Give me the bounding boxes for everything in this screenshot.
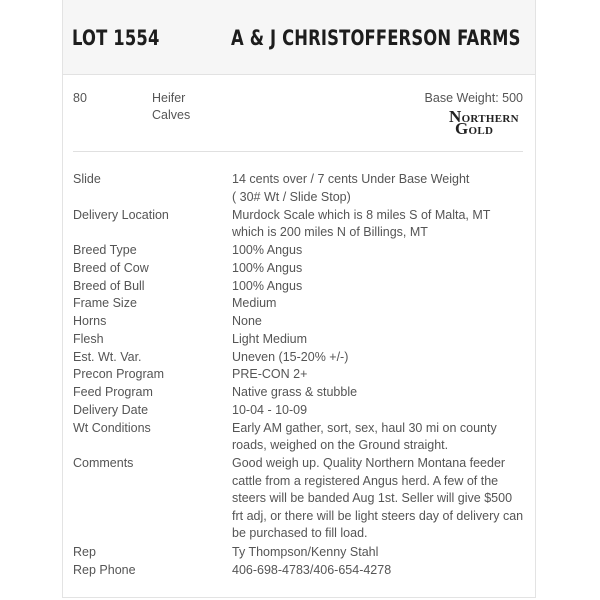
detail-label: Delivery Location: [73, 207, 169, 222]
detail-label: Horns: [73, 314, 107, 328]
detail-value-line: Early AM gather, sort, sex, haul 30 mi on county: [232, 420, 497, 435]
detail-value: [232, 313, 532, 331]
head-count: 80: [73, 91, 87, 105]
cattle-type-line2: Calves: [152, 108, 191, 122]
detail-label: Comments: [73, 456, 134, 470]
detail-value-line: 100% Angus: [232, 278, 303, 293]
detail-value: [232, 242, 532, 260]
detail-value-line: Ty Thompson/Kenny Stahl: [232, 544, 379, 559]
detail-value-line: None: [232, 314, 262, 328]
detail-value: [232, 171, 532, 206]
detail-label: Breed of Bull: [73, 278, 145, 293]
detail-value-line: Native grass & stubble: [232, 385, 358, 399]
detail-value-line: PRE-CON 2+: [232, 367, 308, 382]
detail-value: [232, 544, 532, 562]
detail-value: [232, 295, 532, 313]
cattle-type-line1: Heifer: [152, 91, 186, 105]
detail-value-line: which is 200 miles N of Billings, MT: [232, 225, 428, 239]
detail-label: Delivery Date: [73, 402, 149, 417]
detail-label: Frame Size: [73, 296, 137, 311]
detail-value: [232, 278, 532, 296]
detail-value-line: roads, weighed on the Ground straight.: [232, 438, 449, 452]
detail-value: [232, 562, 532, 580]
lot-number: LOT 1554: [72, 26, 160, 50]
detail-label: Wt Conditions: [73, 420, 151, 435]
detail-label: Flesh: [73, 331, 104, 346]
detail-value: [232, 207, 532, 242]
detail-label: Breed of Cow: [73, 260, 149, 275]
detail-value-line: 10-04 - 10-09: [232, 402, 308, 417]
detail-value-line: be purchased to fill load.: [232, 526, 368, 540]
detail-value-line: Murdock Scale which is 8 miles S of Malta, MT: [232, 207, 491, 222]
detail-value: [232, 331, 532, 349]
lot-summary: [73, 75, 523, 152]
detail-value: [232, 455, 532, 543]
detail-value: [232, 402, 532, 420]
detail-value-line: 406-698-4783/406-654-4278: [232, 562, 392, 577]
farm-name: A & J CHRISTOFFERSON FARMS: [231, 26, 521, 50]
detail-value: [232, 349, 532, 367]
northern-gold-logo: NORTHERN GOLD: [449, 107, 519, 138]
detail-value-line: 100% Angus: [232, 243, 303, 257]
detail-value: [232, 420, 532, 455]
detail-value-line: ( 30# Wt / Slide Stop): [232, 189, 351, 204]
detail-label: Rep: [73, 544, 96, 559]
detail-value-line: frt adj, or there will be light steers day of delivery can: [232, 508, 524, 523]
detail-value-line: cattle from a registered Angus herd. A few of the: [232, 473, 499, 488]
detail-label: Feed Program: [73, 385, 153, 399]
detail-value-line: Medium: [232, 296, 277, 311]
detail-label: Slide: [73, 172, 101, 186]
detail-value-line: Light Medium: [232, 331, 308, 346]
detail-value-line: steers will be banded Aug 1st. Seller will give $500: [232, 491, 513, 505]
detail-value: [232, 260, 532, 278]
detail-label: Rep Phone: [73, 562, 136, 577]
detail-value-line: 100% Angus: [232, 260, 303, 275]
detail-label: Breed Type: [73, 243, 137, 257]
base-weight: Base Weight: 500: [424, 91, 523, 105]
detail-value-line: Uneven (15-20% +/-): [232, 349, 349, 364]
detail-value-line: 14 cents over / 7 cents Under Base Weight: [232, 172, 470, 186]
lot-header: [63, 0, 535, 75]
lot-card: [62, 0, 536, 598]
detail-value: [232, 366, 532, 384]
detail-value: [232, 384, 532, 402]
detail-value-line: Good weigh up. Quality Northern Montana feeder: [232, 456, 506, 470]
detail-label: Est. Wt. Var.: [73, 349, 142, 364]
detail-label: Precon Program: [73, 367, 165, 382]
